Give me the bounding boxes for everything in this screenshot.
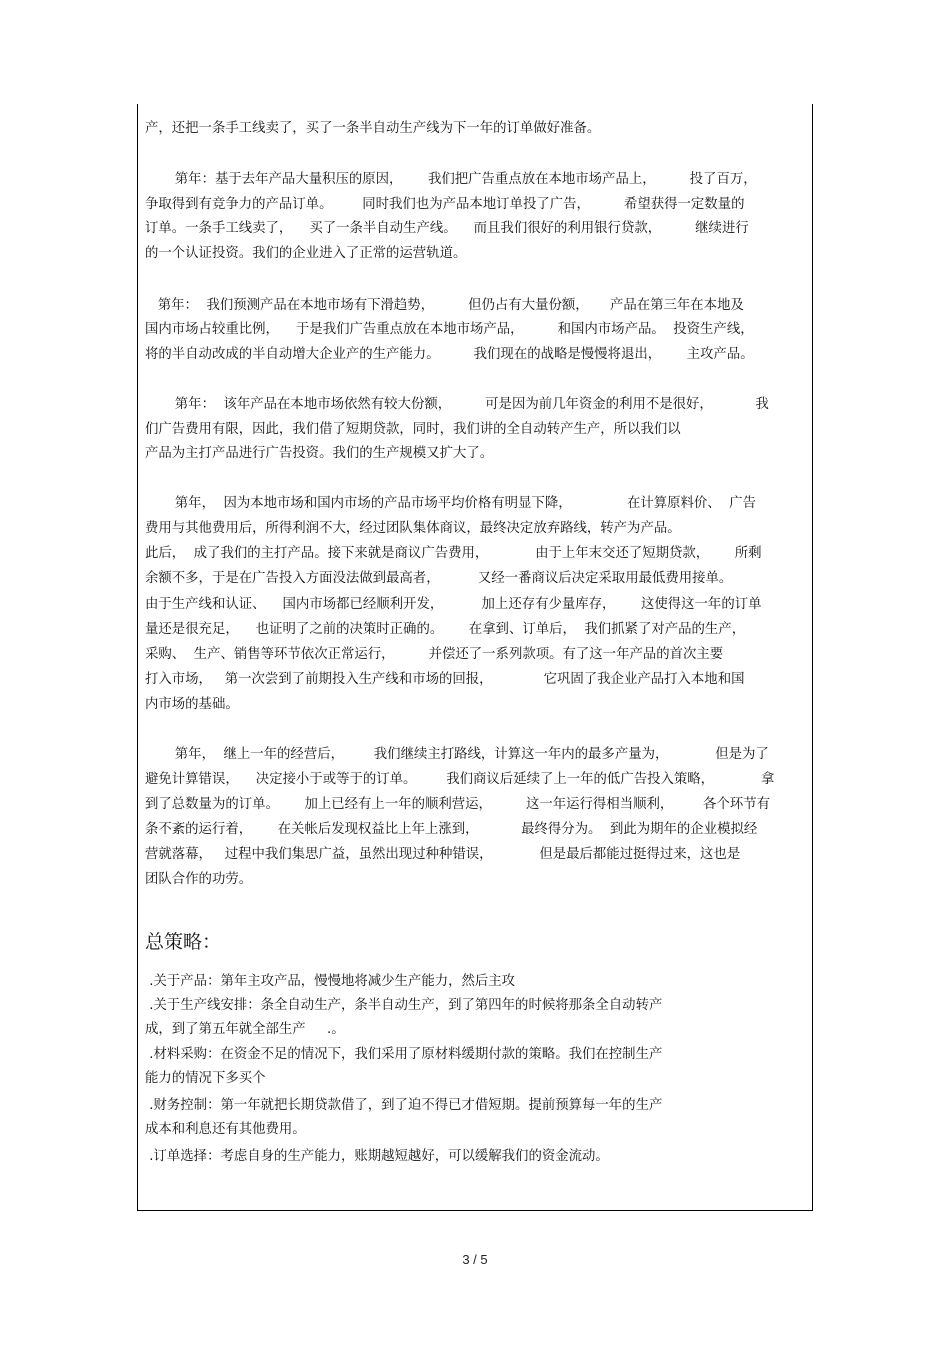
paragraph-line: 的一个认证投资。我们的企业进入了正常的运营轨道。 (145, 246, 467, 261)
strategy-item: .关于产品：第年主攻产品，慢慢地将减少生产能力，然后主攻 (145, 974, 516, 989)
section-heading: 总策略： (145, 931, 222, 953)
paragraph-line: 团队合作的功劳。 (145, 872, 253, 887)
paragraph-line: 费用与其他费用后，所得利润不大，经过团队集体商议，最终决定放弃路线，转产为产品。 (145, 521, 681, 536)
paragraph-line: 订单。一条手工线卖了， 买了一条半自动生产线。 而且我们很好的利用银行贷款， 继续进行 (145, 221, 749, 236)
paragraph-line: 产品为主打产品进行广告投资。我们的生产规模又扩大了。 (145, 446, 494, 461)
paragraph-line: 第年， 继上一年的经营后， 我们继续主打路线，计算这一年内的最多产量为， 但是为了 (145, 747, 769, 762)
paragraph-line: 此后， 成了我们的主打产品。接下来就是商议广告费用， 由于上年末交还了短期贷款， 所剩 (145, 546, 762, 561)
paragraph-line: 避免计算错误， 决定接小于或等于的订单。 我们商议后延续了上一年的低广告投入策略， 拿 (145, 772, 775, 787)
strategy-item: .关于生产线安排：条全自动生产，条半自动生产，到了第四年的时候将那条全自动转产 (145, 998, 663, 1013)
strategy-item: .材料采购：在资金不足的情况下，我们采用了原材料缓期付款的策略。我们在控制生产 (145, 1047, 663, 1062)
paragraph-line: 到了总数量为的订单。 加上已经有上一年的顺利营运， 这一年运行得相当顺利， 各个环节有 (145, 797, 771, 812)
paragraph-line: 第年： 该年产品在本地市场依然有较大份额， 可是因为前几年资金的利用不是很好， 我 (145, 397, 769, 412)
paragraph-line: 由于生产线和认证、 国内市场都已经顺利开发， 加上还存有少量库存， 这使得这一年的订单 (145, 597, 762, 612)
paragraph-line: 第年：基于去年产品大量积压的原因， 我们把广告重点放在本地市场产品上， 投了百万， (145, 172, 757, 187)
paragraph-line: 营就落幕， 过程中我们集思广益，虽然出现过种种错误， 但是最后都能过挺得过来，这也是 (145, 847, 741, 862)
paragraph-line: 们广告费用有限，因此，我们借了短期贷款，同时，我们讲的全自动转产生产，所以我们以 (145, 422, 681, 437)
page-number: 3 / 5 (462, 1252, 488, 1267)
paragraph-line: 国内市场占较重比例， 于是我们广告重点放在本地市场产品， 和国内市场产品。 投资生产线， (145, 322, 754, 337)
paragraph-line: 争取得到有竞争力的产品订单。 同时我们也为产品本地订单投了广告， 希望获得一定数量的 (145, 197, 745, 212)
paragraph-line: 采购、 生产、销售等环节依次正常运行， 并偿还了一系列款项。有了这一年产品的首次主要 (145, 647, 724, 662)
paragraph-line: 量还是很充足， 也证明了之前的决策时正确的。 在拿到、订单后， 我们抓紧了对产品的生产， (145, 622, 746, 637)
strategy-item-continued: 成本和利息还有其他费用。 (145, 1122, 306, 1137)
paragraph-line: 内市场的基础。 (145, 697, 239, 712)
strategy-item-continued: 能力的情况下多买个 (145, 1071, 266, 1086)
paragraph-line: 打入市场， 第一次尝到了前期投入生产线和市场的回报， 它巩固了我企业产品打入本地和国 (145, 672, 745, 687)
strategy-item-continued: 成，到了第五年就全部生产 .。 (145, 1022, 345, 1037)
paragraph-line: 产，还把一条手工线卖了，买了一条半自动生产线为下一年的订单做好准备。 (145, 121, 601, 136)
paragraph-line: 第年， 因为本地市场和国内市场的产品市场平均价格有明显下降， 在计算原料价、 广告 (145, 496, 756, 511)
paragraph-line: 将的半自动改成的半自动增大企业产的生产能力。 我们现在的战略是慢慢将退出， 主攻产品。 (145, 347, 754, 362)
strategy-item: .订单选择：考虑自身的生产能力，账期越短越好，可以缓解我们的资金流动。 (145, 1149, 609, 1164)
paragraph-line: 条不紊的运行着， 在关帐后发现权益比上年上涨到， 最终得分为。 到此为期年的企业模拟经 (145, 822, 758, 837)
paragraph-line: 第年： 我们预测产品在本地市场有下滑趋势， 但仍占有大量份额， 产品在第三年在本地及 (145, 298, 744, 313)
strategy-item: .财务控制：第一年就把长期贷款借了，到了迫不得已才借短期。提前预算每一年的生产 (145, 1098, 663, 1113)
paragraph-line: 余额不多，于是在广告投入方面没法做到最高者， 又经一番商议后决定采取用最低费用接单。 (145, 571, 733, 586)
